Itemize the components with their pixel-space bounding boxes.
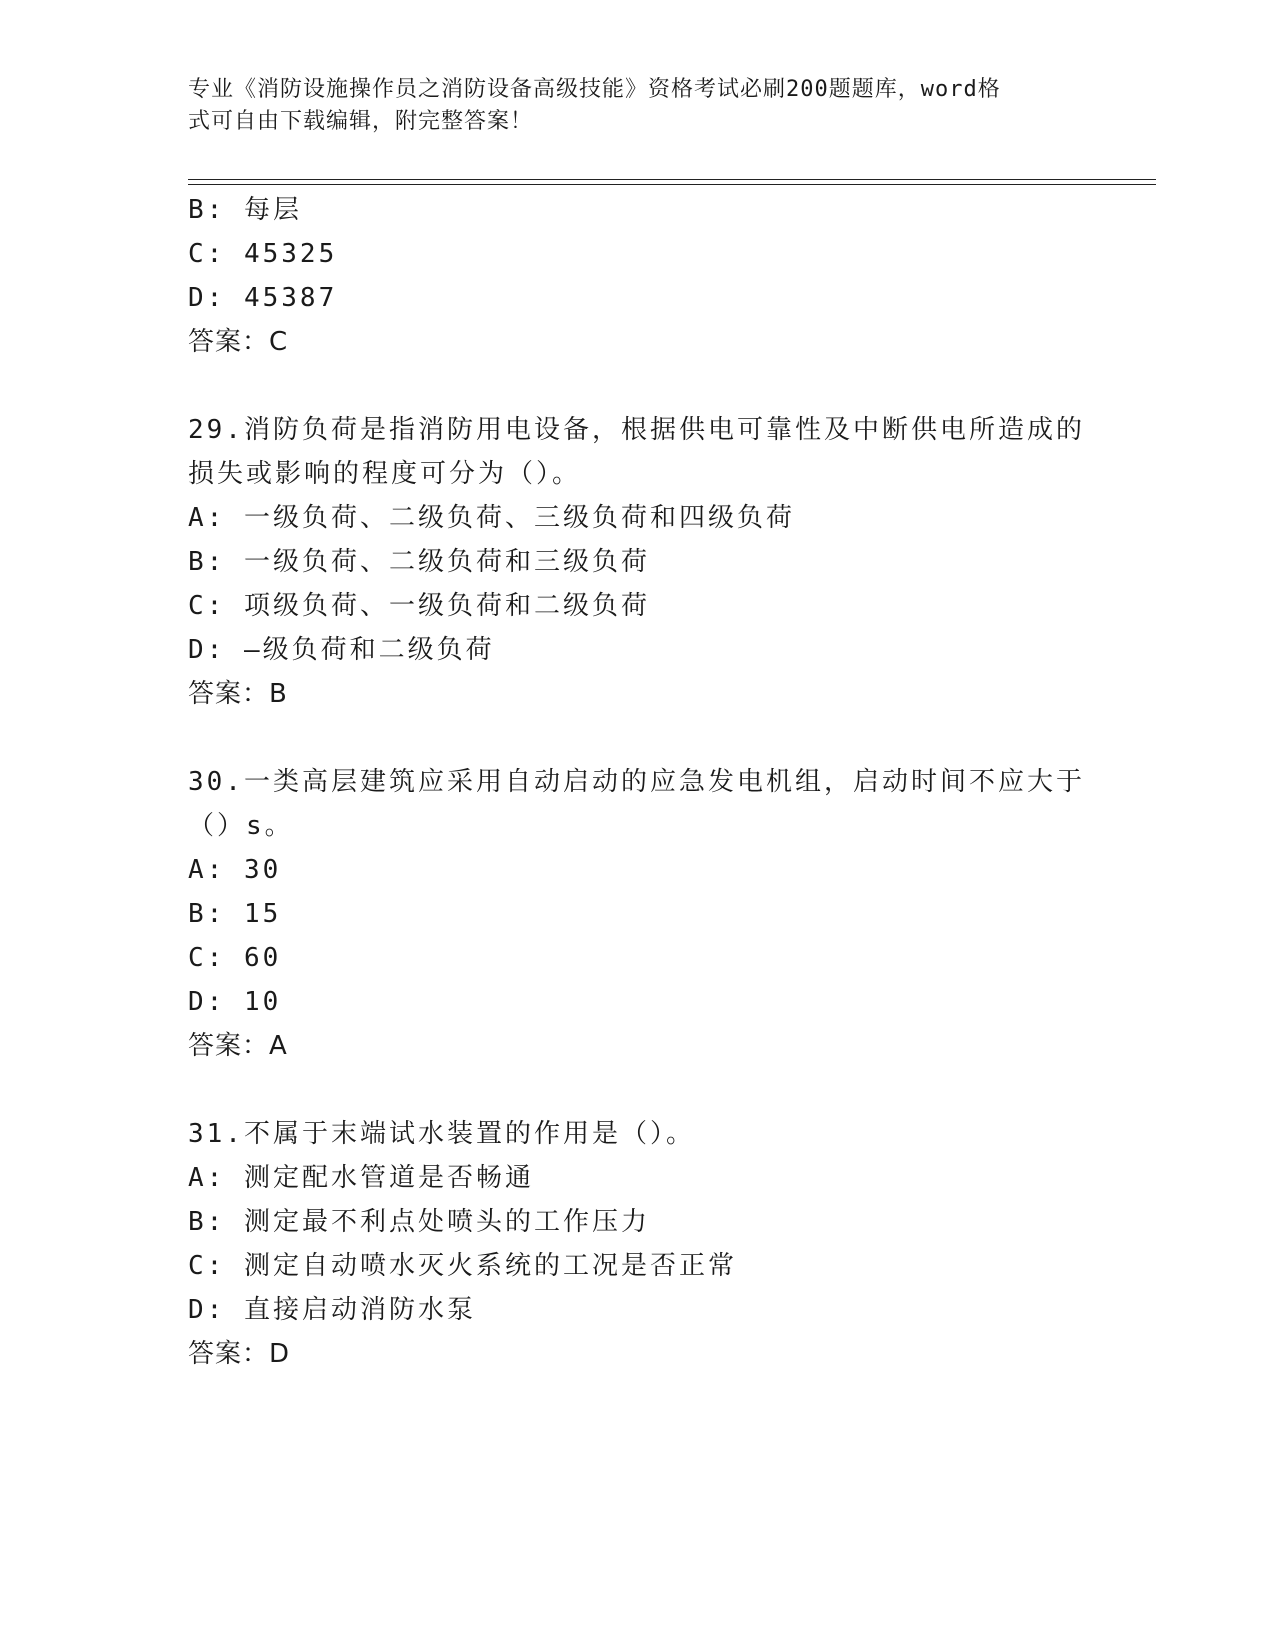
- header-divider-bottom: [188, 184, 1156, 185]
- q28-option-b: B: 每层: [188, 195, 302, 225]
- q31-option-b: B: 测定最不利点处喷头的工作压力: [188, 1207, 650, 1237]
- q31-answer: 答案：D: [188, 1339, 291, 1369]
- q29-option-c: C: 项级负荷、一级负荷和二级负荷: [188, 591, 650, 621]
- header-line-2: 式可自由下载编辑，附完整答案！: [188, 109, 534, 134]
- q29-option-a: A: 一级负荷、二级负荷、三级负荷和四级负荷: [188, 503, 795, 533]
- q30-answer: 答案：A: [188, 1031, 288, 1061]
- q28-option-c: C: 45325: [188, 239, 338, 269]
- q29-option-d: D: —级负荷和二级负荷: [188, 635, 495, 665]
- q29-option-b: B: 一级负荷、二级负荷和三级负荷: [188, 547, 650, 577]
- q31-option-d: D: 直接启动消防水泵: [188, 1295, 476, 1325]
- q31-option-c: C: 测定自动喷水灭火系统的工况是否正常: [188, 1251, 737, 1281]
- q30-option-b: B: 15: [188, 899, 282, 929]
- document-header: [188, 74, 1088, 138]
- q31-option-a: A: 测定配水管道是否畅通: [188, 1163, 534, 1193]
- header-divider-top: [188, 179, 1156, 180]
- q30-stem-line-1: 30.一类高层建筑应采用自动启动的应急发电机组，启动时间不应大于: [188, 767, 1085, 797]
- q28-option-d: D: 45387: [188, 283, 338, 313]
- q28-answer: 答案：C: [188, 327, 289, 357]
- q30-option-a: A: 30: [188, 855, 282, 885]
- q31-stem-line-1: 31.不属于末端试水装置的作用是（）。: [188, 1119, 695, 1149]
- q29-answer: 答案：B: [188, 679, 288, 709]
- q30-stem-line-2: （）s。: [188, 811, 294, 841]
- q30-option-d: D: 10: [188, 987, 282, 1017]
- header-line-1: 专业《消防设施操作员之消防设备高级技能》资格考试必刷200题题库，word格: [188, 77, 1001, 102]
- q29-stem-line-2: 损失或影响的程度可分为（）。: [188, 459, 582, 489]
- q29-stem-line-1: 29.消防负荷是指消防用电设备，根据供电可靠性及中断供电所造成的: [188, 415, 1085, 445]
- q30-option-c: C: 60: [188, 943, 282, 973]
